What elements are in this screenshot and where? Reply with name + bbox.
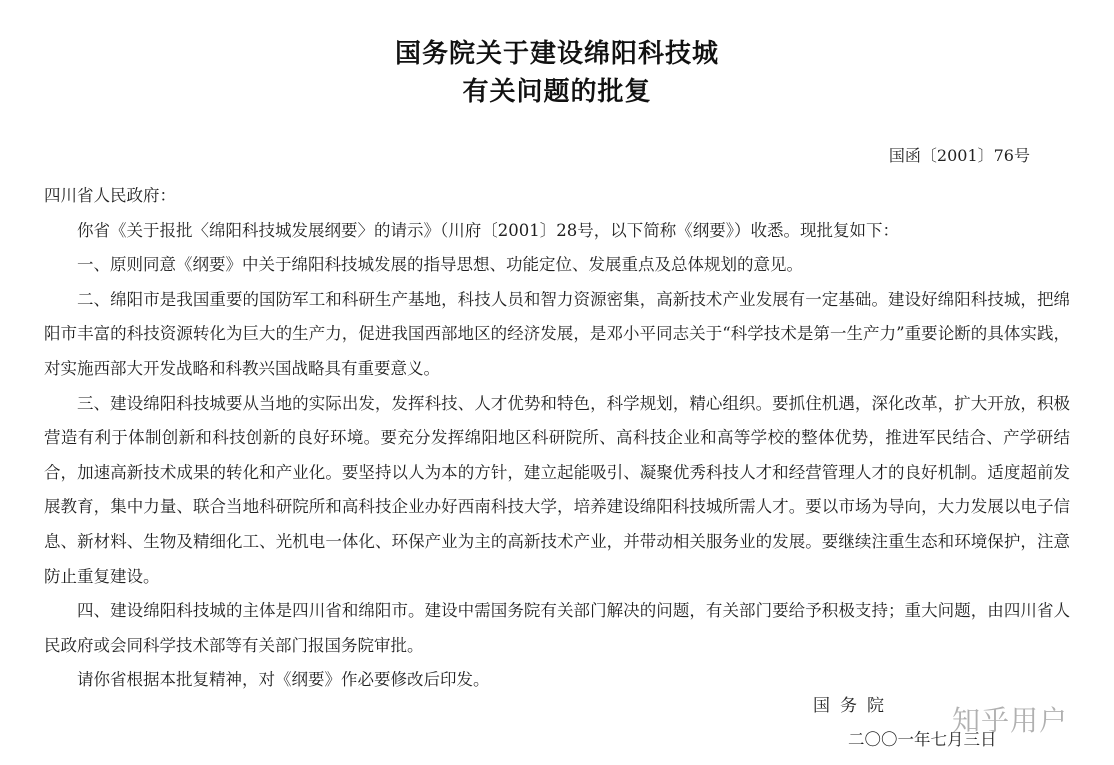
document-title-line2: 有关问题的批复 (462, 77, 652, 107)
watermark-text: 知乎用户 (952, 704, 1069, 737)
recipient: 四川省人民政府： (44, 186, 176, 205)
paragraph-three: 三、建设绵阳科技城要从当地的实际出发，发挥科技、人才优势和特色，科学规划，精心组织。要抓住机遇，深化改革，扩大开放，积极营造有利于体制创新和科技创新的良好环境。要充分发挥绵阳地区科研院所、高科技企业和高等学校的整体优势，推进军民结合、产学研结合，加速高新技术成果的转化和产业化。要坚持以人为本的方针，建立起能吸引、凝聚优秀科技人才和经营管理人才的良好机制。适度超前发展教育，集中力量、联合当地科研院所和高科技企业办好西南科技大学，培养建设绵阳科技城所需人才。要以市场为导向，大力发展以电子信息、新材料、生物及精细化工、光机电一体化、环保产业为主的高新技术产业，并带动相关服务业的发展。要继续注重生态和环境保护，注意防止重复建设。 (44, 393, 1070, 586)
paragraph-one: 一、原则同意《纲要》中关于绵阳科技城发展的指导思想、功能定位、发展重点及总体规划的意见。 (77, 255, 803, 275)
document-number: 国函〔2001〕76号 (888, 146, 1030, 165)
signature: 国务院 (813, 696, 894, 716)
paragraph-four: 四、建设绵阳科技城的主体是四川省和绵阳市。建设中需国务院有关部门解决的问题，有关部门要给予积极支持；重大问题，由四川省人民政府或会同科学技术部等有关部门报国务院审批。 (44, 601, 1070, 655)
paragraph-two: 二、绵阳市是我国重要的国防军工和科研生产基地，科技人员和智力资源密集，高新技术产业发展有一定基础。建设好绵阳科技城，把绵阳市丰富的科技资源转化为巨大的生产力，促进我国西部地区的经济发展，是邓小平同志关于“科学技术是第一生产力”重要论断的具体实践，对实施西部大开发战略和科教兴国战略具有重要意义。 (44, 289, 1070, 378)
document-body (44, 179, 1070, 698)
document-title-line1: 国务院关于建设绵阳科技城 (394, 39, 719, 69)
paragraph-intro: 你省《关于报批〈绵阳科技城发展纲要〉的请示》（川府〔2001〕28号，以下简称《纲要》）收悉。现批复如下： (77, 220, 899, 240)
paragraph-closing: 请你省根据本批复精神，对《纲要》作必要修改后印发。 (77, 670, 490, 690)
issue-date: 二〇〇一年七月三日 (848, 730, 997, 749)
